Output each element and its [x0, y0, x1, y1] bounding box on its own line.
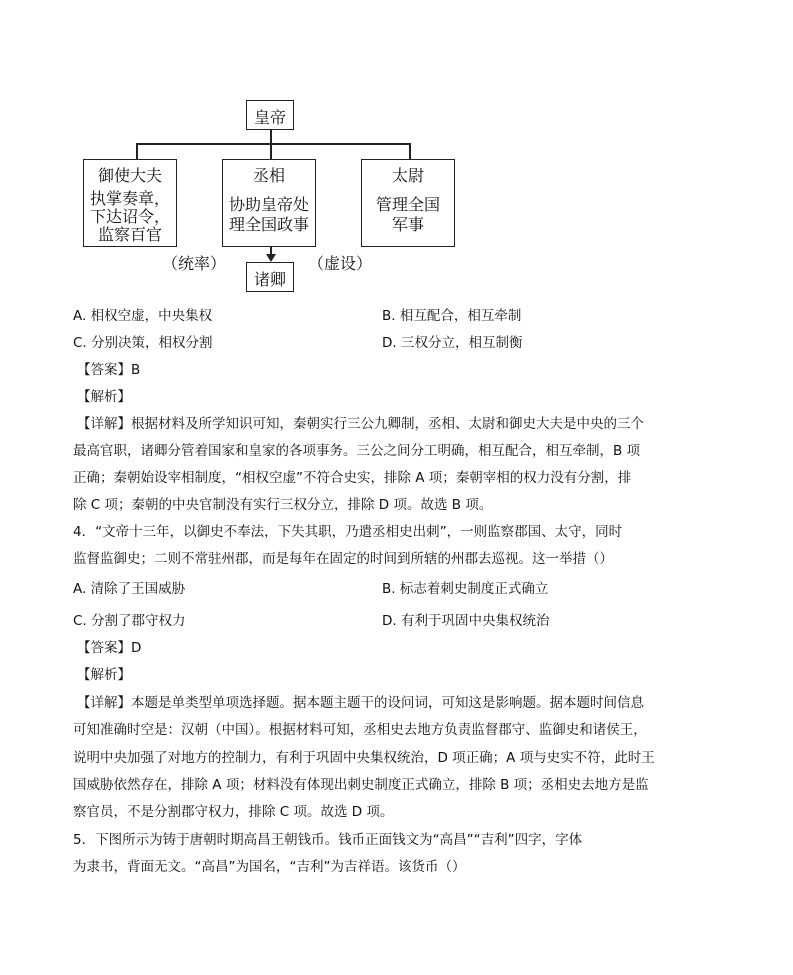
q3-option-c: C. 分别决策，相权分割: [73, 335, 213, 351]
commandant-line: 军事: [391, 215, 424, 234]
q4-option-a: A. 清除了王国威胁: [73, 581, 186, 597]
q3-analysis-label: 【解析】: [77, 389, 131, 405]
q4-detail-line: 可知准确时空是：汉朝（中国）。根据材料可知，丞相史去地方负责监督郡守、监御史和诸侯王，: [73, 722, 647, 738]
q4-stem-line: 4．“文帝十三年，以御史不奉法，下失其职，乃遣丞相史出刺”，一则监察郡国、太守，同时: [73, 524, 623, 540]
q3-detail-line: 正确；秦朝始设宰相制度，“相权空虚”不符合史实，排除 A 项；秦朝宰相的权力没有分割，排: [73, 470, 632, 486]
q3-answer: 【答案】B: [77, 362, 141, 378]
q4-answer: 【答案】D: [77, 640, 142, 656]
q3-detail-line: 除 C 项；秦朝的中央官制没有实行三权分立，排除 D 项。故选 B 项。: [73, 497, 493, 513]
note-left: （统率）: [162, 254, 227, 273]
q3-option-a: A. 相权空虚，中央集权: [73, 308, 213, 324]
q4-detail-line: 察官员，不是分割郡守权力，排除 C 项。故选 D 项。: [73, 804, 394, 820]
q3-option-b: B. 相互配合，相互牵制: [382, 308, 522, 324]
chancellor-line: 理全国政事: [228, 215, 309, 234]
connector-line: [136, 143, 410, 145]
q4-detail-line: 【详解】本题是单类型单项选择题。据本题主题干的设问词，可知这是影响题。据本题时间信息: [77, 695, 644, 711]
censor-box: [83, 159, 177, 247]
government-structure-diagram: [0, 0, 793, 300]
connector-line: [136, 143, 138, 159]
ministers-label: 诸卿: [253, 270, 286, 289]
q3-detail-line: 最高官职，诸卿分管着国家和皇家的各项事务。三公之间分工明确，相互配合，相互牵制，B 项: [73, 443, 641, 459]
commandant-line: 管理全国: [375, 195, 440, 214]
arrow-down-icon: [266, 254, 276, 262]
connector-line: [270, 143, 272, 159]
chancellor-title: 丞相: [252, 166, 285, 185]
commandant-title: 太尉: [391, 166, 424, 185]
q3-option-d: D. 三权分立，相互制衡: [382, 335, 523, 351]
emperor-label: 皇帝: [253, 108, 286, 127]
q4-option-c: C. 分割了郡守权力: [73, 613, 186, 629]
q5-stem-line: 为隶书，背面无文。“高昌”为国名，“吉利”为吉祥语。该货币（）: [73, 859, 466, 875]
commandant-box: [361, 159, 455, 247]
connector-line: [270, 130, 272, 144]
censor-line: 下达诏令，: [89, 207, 170, 226]
chancellor-line: 协助皇帝处: [228, 195, 309, 214]
q4-analysis-label: 【解析】: [77, 667, 131, 683]
chancellor-box: [222, 159, 316, 247]
censor-line: 监察百官: [97, 225, 162, 244]
q4-option-d: D. 有利于巩固中央集权统治: [382, 613, 550, 629]
note-right: （虚设）: [308, 254, 373, 273]
connector-line: [409, 143, 411, 159]
q5-stem-line: 5．下图所示为铸于唐朝时期高昌王朝钱币。钱币正面钱文为“高昌”“吉利”四字，字体: [73, 832, 583, 848]
q4-detail-line: 国威胁依然存在，排除 A 项；材料没有体现出刺史制度正式确立，排除 B 项；丞相史去地方是监: [73, 777, 649, 793]
ministers-box: [246, 262, 294, 292]
censor-title: 御使大夫: [97, 166, 162, 185]
emperor-box: [246, 100, 294, 130]
q3-detail-line: 【详解】根据材料及所学知识可知，秦朝实行三公九卿制，丞相、太尉和御史大夫是中央的三个: [77, 416, 644, 432]
q4-option-b: B. 标志着刺史制度正式确立: [382, 581, 549, 597]
censor-line: 执掌奏章，: [89, 189, 170, 208]
q4-stem-line: 监督监御史；二则不常驻州郡，而是每年在固定的时间到所辖的州郡去巡视。这一举措（）: [73, 551, 613, 567]
q4-detail-line: 说明中央加强了对地方的控制力，有利于巩固中央集权统治，D 项正确；A 项与史实不符，此时王: [73, 750, 655, 766]
